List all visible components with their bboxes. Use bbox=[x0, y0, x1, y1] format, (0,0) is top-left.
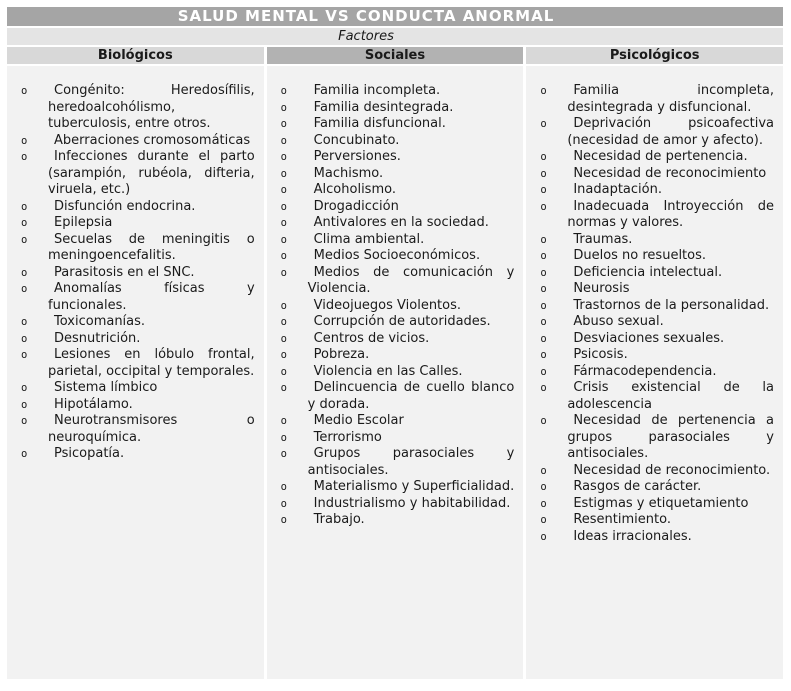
list-item-text: Congénito: Heredosífilis, heredoalcohólismo, tuberculosis, entre otros. bbox=[48, 83, 255, 131]
factor-list bbox=[7, 83, 264, 463]
list-item-text: Traumas. bbox=[573, 231, 633, 247]
list-item bbox=[526, 529, 783, 546]
list-item-text: Desnutrición. bbox=[54, 330, 141, 346]
list-item bbox=[526, 166, 783, 183]
list-item-text: Corrupción de autoridades. bbox=[313, 314, 491, 329]
list-item-text: Necesidad de pertenencia a grupos parasociales y antisociales. bbox=[567, 413, 774, 461]
bullet-marker: o bbox=[280, 481, 287, 493]
list-item-text: Hipotálamo. bbox=[54, 396, 133, 412]
bullet-marker: o bbox=[280, 217, 287, 229]
list-item-text: Clima ambiental. bbox=[313, 231, 425, 247]
bullet-marker: o bbox=[540, 316, 547, 328]
bullet-marker: o bbox=[540, 299, 547, 312]
bullet-marker: o bbox=[540, 233, 547, 246]
list-item bbox=[7, 331, 264, 348]
list-item bbox=[267, 298, 524, 315]
list-item bbox=[7, 413, 264, 446]
list-item-text: Alcoholismo. bbox=[313, 182, 396, 197]
list-item-text: Psicopatía. bbox=[54, 446, 125, 461]
bullet-marker: o bbox=[21, 382, 28, 394]
bullet-marker: o bbox=[21, 448, 28, 460]
content-row bbox=[7, 66, 783, 679]
list-item bbox=[7, 83, 264, 133]
list-item-text: Violencia en las Calles. bbox=[313, 363, 463, 379]
list-item bbox=[267, 232, 524, 249]
column-cell-0 bbox=[7, 66, 264, 679]
list-item-text: Fármacodependencia. bbox=[573, 363, 717, 379]
column-header-1: Sociales bbox=[267, 47, 524, 64]
list-item-text: Medio Escolar bbox=[313, 413, 404, 428]
bullet-marker: o bbox=[540, 250, 547, 262]
list-item bbox=[7, 199, 264, 216]
bullet-marker: o bbox=[280, 316, 287, 328]
list-item-text: Estigmas y etiquetamiento bbox=[573, 495, 749, 511]
list-item-text: Trabajo. bbox=[313, 512, 365, 527]
list-item-text: Videojuegos Violentos. bbox=[313, 297, 462, 313]
list-item bbox=[7, 265, 264, 282]
bullet-marker: o bbox=[540, 365, 547, 378]
bullet-marker: o bbox=[280, 134, 287, 147]
list-item bbox=[526, 281, 783, 298]
bullet-marker: o bbox=[540, 349, 547, 361]
bullet-marker: o bbox=[540, 151, 547, 163]
list-item-text: Centros de vicios. bbox=[313, 330, 430, 346]
list-item bbox=[7, 149, 264, 199]
list-item bbox=[526, 364, 783, 381]
bullet-marker: o bbox=[540, 464, 547, 477]
factor-list bbox=[526, 83, 783, 545]
list-item bbox=[267, 182, 524, 199]
list-item bbox=[7, 232, 264, 265]
list-item-text: Deprivación psicoafectiva (necesidad de amor y afecto). bbox=[567, 116, 774, 148]
bullet-marker: o bbox=[540, 530, 547, 543]
list-item bbox=[267, 149, 524, 166]
list-item bbox=[7, 347, 264, 380]
bullet-marker: o bbox=[280, 365, 287, 378]
bullet-marker: o bbox=[280, 514, 287, 526]
bullet-marker: o bbox=[21, 415, 28, 427]
bullet-marker: o bbox=[540, 497, 547, 510]
bullet-marker: o bbox=[280, 349, 287, 361]
bullet-marker: o bbox=[280, 415, 287, 427]
column-header-0: Biológicos bbox=[7, 47, 264, 64]
list-item bbox=[267, 314, 524, 331]
list-item-text: Industrialismo y habitabilidad. bbox=[313, 495, 511, 511]
list-item-text: Familia incompleta. bbox=[313, 83, 441, 98]
list-item bbox=[7, 314, 264, 331]
list-item bbox=[267, 83, 524, 100]
list-item bbox=[267, 215, 524, 232]
column-header-row bbox=[7, 47, 783, 64]
list-item-text: Sistema límbico bbox=[54, 380, 158, 395]
list-item bbox=[267, 413, 524, 430]
bullet-marker: o bbox=[540, 200, 547, 213]
list-item-text: Aberraciones cromosomáticas bbox=[54, 132, 251, 148]
list-item-text: Deficiencia intelectual. bbox=[573, 264, 723, 280]
subtitle-band: Factores bbox=[7, 28, 783, 45]
list-item bbox=[267, 512, 524, 529]
page-title: SALUD MENTAL VS CONDUCTA ANORMAL bbox=[7, 7, 783, 26]
list-item-text: Necesidad de reconocimiento. bbox=[573, 462, 771, 478]
list-item bbox=[526, 380, 783, 413]
list-item-text: Infecciones durante el parto (sarampión, rubéola, difteria, viruela, etc.) bbox=[48, 149, 255, 197]
list-item bbox=[526, 83, 783, 116]
list-item bbox=[267, 479, 524, 496]
list-item bbox=[526, 116, 783, 149]
list-item bbox=[267, 347, 524, 364]
list-item bbox=[267, 496, 524, 513]
bullet-marker: o bbox=[280, 448, 287, 460]
list-item bbox=[526, 232, 783, 249]
bullet-marker: o bbox=[540, 283, 547, 295]
list-item-text: Secuelas de meningitis o meningoencefalitis. bbox=[48, 231, 255, 263]
bullet-marker: o bbox=[21, 266, 28, 279]
bullet-marker: o bbox=[540, 415, 547, 427]
bullet-marker: o bbox=[280, 85, 287, 97]
list-item bbox=[526, 265, 783, 282]
list-item bbox=[267, 199, 524, 216]
list-item bbox=[267, 364, 524, 381]
list-item-text: Psicosis. bbox=[573, 347, 628, 362]
list-item bbox=[526, 314, 783, 331]
list-item-text: Grupos parasociales y antisociales. bbox=[307, 446, 515, 478]
factor-list bbox=[267, 83, 524, 529]
bullet-marker: o bbox=[21, 349, 28, 361]
bullet-marker: o bbox=[21, 217, 28, 229]
list-item-text: Necesidad de reconocimiento bbox=[573, 165, 767, 181]
column-header-2: Psicológicos bbox=[526, 47, 783, 64]
list-item bbox=[526, 479, 783, 496]
list-item-text: Terrorismo bbox=[313, 429, 382, 445]
bullet-marker: o bbox=[280, 233, 287, 246]
list-item-text: Neurotransmisores o neuroquímica. bbox=[48, 413, 255, 445]
list-item-text: Drogadicción bbox=[313, 198, 399, 214]
bullet-marker: o bbox=[280, 118, 287, 130]
list-item-text: Trastornos de la personalidad. bbox=[573, 297, 770, 313]
bullet-marker: o bbox=[280, 266, 287, 279]
list-item bbox=[267, 248, 524, 265]
list-item bbox=[526, 496, 783, 513]
list-item bbox=[526, 149, 783, 166]
list-item-text: Perversiones. bbox=[313, 149, 401, 164]
list-item-text: Materialismo y Superficialidad. bbox=[313, 479, 515, 494]
bullet-marker: o bbox=[540, 332, 547, 345]
list-item-text: Inadaptación. bbox=[573, 182, 662, 197]
bullet-marker: o bbox=[280, 497, 287, 510]
list-item bbox=[526, 347, 783, 364]
bullet-marker: o bbox=[21, 134, 28, 147]
list-item-text: Ideas irracionales. bbox=[573, 528, 692, 544]
bullet-marker: o bbox=[21, 151, 28, 163]
bullet-marker: o bbox=[21, 200, 28, 213]
bullet-marker: o bbox=[21, 233, 28, 246]
bullet-marker: o bbox=[280, 332, 287, 345]
list-item-text: Pobreza. bbox=[313, 347, 370, 362]
list-item bbox=[526, 199, 783, 232]
list-item bbox=[7, 446, 264, 463]
bullet-marker: o bbox=[540, 481, 547, 493]
bullet-marker: o bbox=[280, 184, 287, 196]
list-item-text: Disfunción endocrina. bbox=[54, 198, 196, 214]
bullet-marker: o bbox=[280, 299, 287, 312]
list-item bbox=[526, 248, 783, 265]
bullet-marker: o bbox=[280, 382, 287, 394]
bullet-marker: o bbox=[21, 283, 28, 295]
column-cell-1 bbox=[267, 66, 524, 679]
list-item bbox=[526, 182, 783, 199]
list-item bbox=[267, 133, 524, 150]
list-item bbox=[267, 430, 524, 447]
list-item bbox=[7, 380, 264, 397]
bullet-marker: o bbox=[540, 514, 547, 526]
bullet-marker: o bbox=[540, 382, 547, 394]
bullet-marker: o bbox=[21, 398, 28, 411]
list-item-text: Crisis existencial de la adolescencia bbox=[567, 380, 774, 412]
list-item-text: Resentimiento. bbox=[573, 512, 671, 527]
list-item bbox=[267, 166, 524, 183]
list-item-text: Necesidad de pertenencia. bbox=[573, 149, 748, 164]
bullet-marker: o bbox=[280, 151, 287, 163]
list-item bbox=[526, 298, 783, 315]
list-item-text: Familia desintegrada. bbox=[313, 99, 454, 115]
bullet-marker: o bbox=[21, 316, 28, 328]
list-item-text: Parasitosis en el SNC. bbox=[54, 264, 195, 280]
bullet-marker: o bbox=[540, 85, 547, 97]
list-item-text: Lesiones en lóbulo frontal, parietal, occipital y temporales. bbox=[48, 347, 255, 379]
bullet-marker: o bbox=[280, 101, 287, 114]
list-item-text: Antivalores en la sociedad. bbox=[313, 215, 489, 230]
list-item-text: Delincuencia de cuello blanco y dorada. bbox=[307, 380, 515, 412]
list-item bbox=[526, 413, 783, 463]
list-item-text: Anomalías físicas y funcionales. bbox=[48, 281, 255, 313]
list-item-text: Epilepsia bbox=[54, 215, 113, 230]
list-item bbox=[526, 512, 783, 529]
list-item bbox=[267, 380, 524, 413]
list-item-text: Familia disfuncional. bbox=[313, 116, 446, 131]
bullet-marker: o bbox=[540, 118, 547, 130]
list-item-text: Medios de comunicación y Violencia. bbox=[307, 264, 515, 296]
list-item bbox=[267, 116, 524, 133]
list-item-text: Abuso sexual. bbox=[573, 314, 664, 329]
list-item-text: Toxicomanías. bbox=[54, 314, 146, 329]
list-item-text: Inadecuada Introyección de normas y valores. bbox=[567, 198, 774, 230]
bullet-marker: o bbox=[540, 167, 547, 180]
list-item-text: Rasgos de carácter. bbox=[573, 479, 702, 494]
list-item bbox=[7, 397, 264, 414]
list-item bbox=[7, 281, 264, 314]
bullet-marker: o bbox=[21, 85, 28, 97]
list-item bbox=[7, 215, 264, 232]
bullet-marker: o bbox=[280, 200, 287, 213]
list-item-text: Machismo. bbox=[313, 165, 384, 181]
list-item-text: Neurosis bbox=[573, 281, 630, 296]
bullet-marker: o bbox=[280, 167, 287, 180]
list-item bbox=[267, 100, 524, 117]
bullet-marker: o bbox=[540, 266, 547, 279]
list-item-text: Concubinato. bbox=[313, 132, 400, 148]
list-item bbox=[526, 463, 783, 480]
list-item bbox=[7, 133, 264, 150]
bullet-marker: o bbox=[280, 431, 287, 444]
list-item-text: Desviaciones sexuales. bbox=[573, 330, 725, 346]
list-item-text: Duelos no resueltos. bbox=[573, 248, 707, 263]
column-cell-2 bbox=[526, 66, 783, 679]
bullet-marker: o bbox=[21, 332, 28, 345]
bullet-marker: o bbox=[280, 250, 287, 262]
list-item bbox=[267, 446, 524, 479]
list-item-text: Medios Socioeconómicos. bbox=[313, 248, 481, 263]
list-item-text: Familia incompleta, desintegrada y disfuncional. bbox=[567, 83, 774, 115]
list-item bbox=[267, 331, 524, 348]
bullet-marker: o bbox=[540, 184, 547, 196]
list-item bbox=[267, 265, 524, 298]
list-item bbox=[526, 331, 783, 348]
